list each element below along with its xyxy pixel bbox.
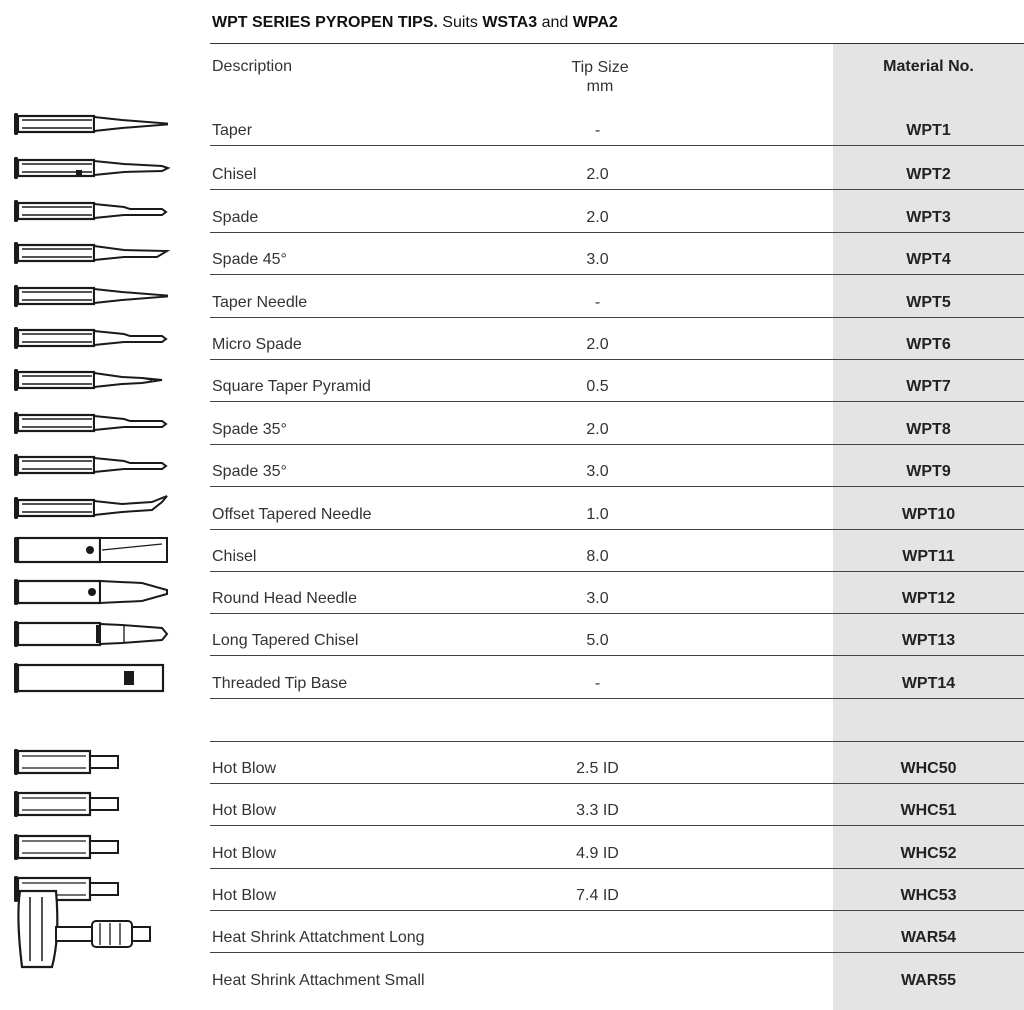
row-divider [210, 825, 1024, 826]
table-row [0, 827, 1024, 869]
row-tip-size: - [594, 675, 601, 692]
row-tip-size: 3.0 [586, 463, 609, 480]
hot-blow-icon [12, 746, 172, 780]
row-material-no: WPT11 [902, 548, 955, 565]
row-description: Spade 45° [212, 251, 287, 268]
row-divider [210, 952, 1024, 953]
suits-text: Suits [442, 14, 478, 31]
row-divider [210, 698, 1024, 699]
model-wpa2: WPA2 [572, 14, 618, 31]
row-material-no: WHC51 [900, 802, 957, 819]
row-tip-size: 2.0 [586, 336, 609, 353]
row-divider [210, 486, 1024, 487]
row-tip-size: 7.4 ID [576, 887, 619, 904]
and-text: and [541, 14, 569, 31]
row-tip-size: 1.0 [586, 506, 609, 523]
row-tip-size: 3.3 ID [576, 802, 619, 819]
row-tip-size: 2.0 [586, 421, 609, 438]
row-material-no: WPT2 [906, 166, 951, 183]
row-description: Spade 35° [212, 463, 287, 480]
table-row [0, 488, 1024, 530]
table-row [0, 233, 1024, 275]
row-description: Heat Shrink Attachment Small [212, 972, 425, 989]
row-divider [210, 401, 1024, 402]
header-tip-size-label: Tip Size [571, 59, 629, 76]
row-divider [210, 274, 1024, 275]
table-row [0, 657, 1024, 699]
table-row [0, 191, 1024, 233]
table-row [0, 104, 1024, 146]
pyramid-tip-icon [12, 364, 172, 398]
row-description: Chisel [212, 548, 257, 565]
row-tip-size: 3.0 [586, 251, 609, 268]
row-material-no: WPT6 [906, 336, 951, 353]
row-tip-size: 3.0 [586, 590, 609, 607]
row-material-no: WPT1 [906, 122, 951, 139]
row-material-no: WHC53 [900, 887, 957, 904]
row-description: Chisel [212, 166, 257, 183]
row-material-no: WPT4 [906, 251, 951, 268]
table-row [0, 318, 1024, 360]
row-tip-size: - [594, 122, 601, 139]
row-material-no: WHC50 [900, 760, 957, 777]
wide-chisel-tip-icon [12, 534, 172, 568]
row-description: Square Taper Pyramid [212, 378, 371, 395]
row-tip-size: 8.0 [586, 548, 609, 565]
spade-45-tip-icon [12, 237, 172, 271]
model-wsta3: WSTA3 [482, 14, 538, 31]
taper-tip-icon [12, 108, 172, 142]
row-material-no: WHC52 [900, 845, 957, 862]
table-row [0, 403, 1024, 445]
table-row [0, 572, 1024, 614]
row-material-no: WAR55 [900, 972, 957, 989]
threaded-base-icon [12, 661, 172, 695]
table-row [0, 742, 1024, 784]
table-row [0, 954, 1024, 996]
row-divider [210, 145, 1024, 146]
header-tip-size [540, 58, 660, 96]
row-divider [210, 189, 1024, 190]
row-description: Spade 35° [212, 421, 287, 438]
row-material-no: WPT14 [901, 675, 956, 692]
row-tip-size: 2.5 ID [576, 760, 619, 777]
row-description: Hot Blow [212, 802, 277, 819]
header-tip-size-unit: mm [586, 78, 614, 95]
table-row [0, 148, 1024, 190]
row-description: Round Head Needle [212, 590, 357, 607]
row-tip-size: - [594, 294, 601, 311]
row-tip-size: 0.5 [586, 378, 609, 395]
offset-needle-tip-icon [12, 492, 172, 526]
row-material-no: WPT5 [906, 294, 951, 311]
page-title [212, 14, 618, 32]
table-row [0, 276, 1024, 318]
row-tip-size: 5.0 [586, 632, 609, 649]
row-description: Taper [212, 122, 253, 139]
row-description: Taper Needle [212, 294, 308, 311]
row-description: Long Tapered Chisel [212, 632, 359, 649]
table-row [0, 911, 1024, 953]
row-description: Hot Blow [212, 887, 277, 904]
taper-needle-tip-icon [12, 280, 172, 314]
row-material-no: WPT12 [901, 590, 956, 607]
hot-blow-icon [12, 788, 172, 822]
row-material-no: WAR54 [900, 929, 957, 946]
row-tip-size: 2.0 [586, 209, 609, 226]
spade-35-tip-icon [12, 449, 172, 483]
table-row [0, 784, 1024, 826]
header-material-no: Material No. [883, 58, 974, 75]
series-title: WPT SERIES PYROPEN TIPS. [212, 14, 438, 31]
row-material-no: WPT13 [901, 632, 956, 649]
row-material-no: WPT7 [906, 378, 951, 395]
long-chisel-tip-icon [12, 618, 172, 652]
table-row [0, 445, 1024, 487]
micro-spade-tip-icon [12, 322, 172, 356]
row-description: Offset Tapered Needle [212, 506, 372, 523]
table-row [0, 530, 1024, 572]
row-description: Micro Spade [212, 336, 302, 353]
row-description: Hot Blow [212, 760, 277, 777]
spade-35-tip-icon [12, 407, 172, 441]
table-row [0, 360, 1024, 402]
row-description: Threaded Tip Base [212, 675, 348, 692]
chisel-tip-icon [12, 152, 172, 186]
table-row [0, 700, 1024, 742]
row-material-no: WPT3 [906, 209, 951, 226]
row-tip-size: 4.9 ID [576, 845, 619, 862]
header-description: Description [212, 58, 293, 75]
table-row [0, 614, 1024, 656]
row-tip-size: 2.0 [586, 166, 609, 183]
row-material-no: WPT8 [906, 421, 951, 438]
row-material-no: WPT9 [906, 463, 951, 480]
round-head-tip-icon [12, 576, 172, 610]
row-description: Spade [212, 209, 259, 226]
row-material-no: WPT10 [901, 506, 956, 523]
row-divider [210, 655, 1024, 656]
row-description: Heat Shrink Attatchment Long [212, 929, 425, 946]
hot-blow-icon [12, 831, 172, 865]
row-description: Hot Blow [212, 845, 277, 862]
spade-tip-icon [12, 195, 172, 229]
